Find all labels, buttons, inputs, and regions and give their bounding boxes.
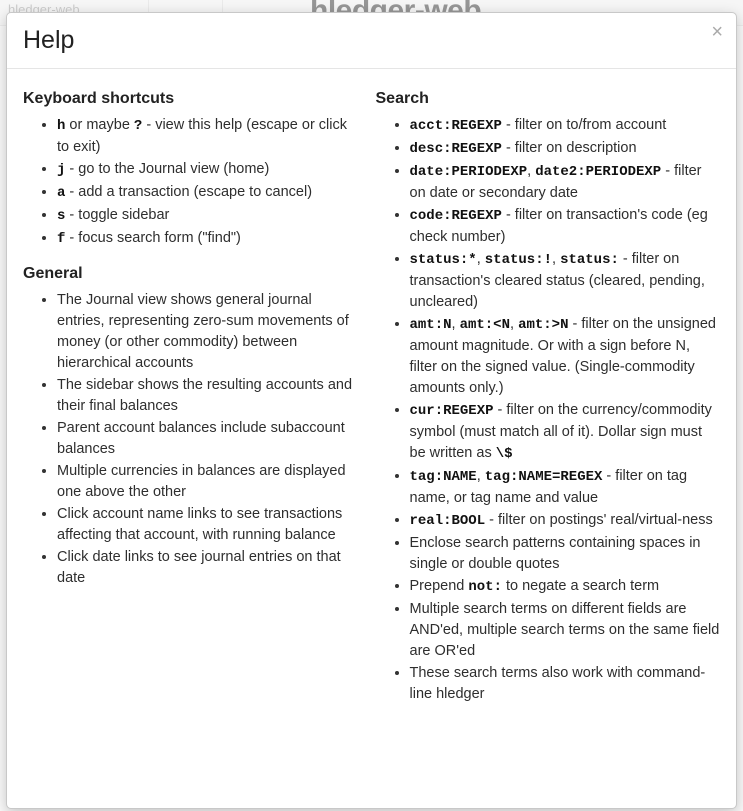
list-item: • s - toggle sidebar bbox=[57, 205, 356, 227]
help-dialog-header bbox=[7, 13, 736, 69]
help-dialog bbox=[6, 12, 737, 809]
page-title: Help bbox=[23, 26, 75, 54]
list-item: • acct:REGEXP - filter on to/from account bbox=[410, 115, 721, 137]
list-item: • Prepend not: to negate a search term bbox=[410, 576, 721, 598]
general-help-list bbox=[23, 290, 356, 589]
list-item: • status:*, status:!, status: - filter on transaction's cleared status (cleared, pending, uncleared) bbox=[410, 249, 721, 313]
help-column-left bbox=[23, 83, 372, 719]
list-item: • cur:REGEXP - filter on the currency/commodity symbol (must match all of it). Dollar sign must be written as \$ bbox=[410, 400, 721, 465]
list-item: • Enclose search patterns containing spaces in single or double quotes bbox=[410, 533, 721, 575]
list-item: • Click date links to see journal entries on that date bbox=[57, 547, 356, 589]
list-item: • These search terms also work with command-line hledger bbox=[410, 663, 721, 705]
keyboard-shortcuts-list bbox=[23, 115, 356, 250]
list-item: • Parent account balances include subaccount balances bbox=[57, 418, 356, 460]
section-title-keyboard-shortcuts: Keyboard shortcuts bbox=[23, 90, 175, 107]
list-item: • a - add a transaction (escape to cancel) bbox=[57, 182, 356, 204]
list-item: • The sidebar shows the resulting accounts and their final balances bbox=[57, 375, 356, 417]
list-item: • code:REGEXP - filter on transaction's code (eg check number) bbox=[410, 205, 721, 248]
list-item: • Multiple currencies in balances are displayed one above the other bbox=[57, 461, 356, 503]
help-column-right bbox=[372, 83, 721, 719]
help-dialog-body bbox=[7, 69, 736, 729]
list-item: • The Journal view shows general journal entries, representing zero-sum movements of money (or other commodity) between hierarchical accounts bbox=[57, 290, 356, 374]
list-item: • h or maybe ? - view this help (escape or click to exit) bbox=[57, 115, 356, 158]
list-item: • real:BOOL - filter on postings' real/virtual-ness bbox=[410, 510, 721, 532]
list-item: • date:PERIODEXP, date2:PERIODEXP - filter on date or secondary date bbox=[410, 161, 721, 204]
list-item: • desc:REGEXP - filter on description bbox=[410, 138, 721, 160]
list-item: • Multiple search terms on different fields are AND'ed, multiple search terms on the same field are OR'ed bbox=[410, 599, 721, 662]
section-title-general: General bbox=[23, 265, 83, 282]
search-help-list bbox=[376, 115, 721, 705]
list-item: • tag:NAME, tag:NAME=REGEX - filter on tag name, or tag name and value bbox=[410, 466, 721, 509]
section-title-search: Search bbox=[375, 90, 429, 107]
close-icon[interactable]: × bbox=[711, 21, 723, 43]
list-item: • amt:N, amt:<N, amt:>N - filter on the unsigned amount magnitude. Or with a sign before N, filter on the signed value. (Single-commodity amounts only.) bbox=[410, 314, 721, 399]
list-item: • j - go to the Journal view (home) bbox=[57, 159, 356, 181]
list-item: • Click account name links to see transactions affecting that account, with running balance bbox=[57, 504, 356, 546]
list-item: • f - focus search form ("find") bbox=[57, 228, 356, 250]
